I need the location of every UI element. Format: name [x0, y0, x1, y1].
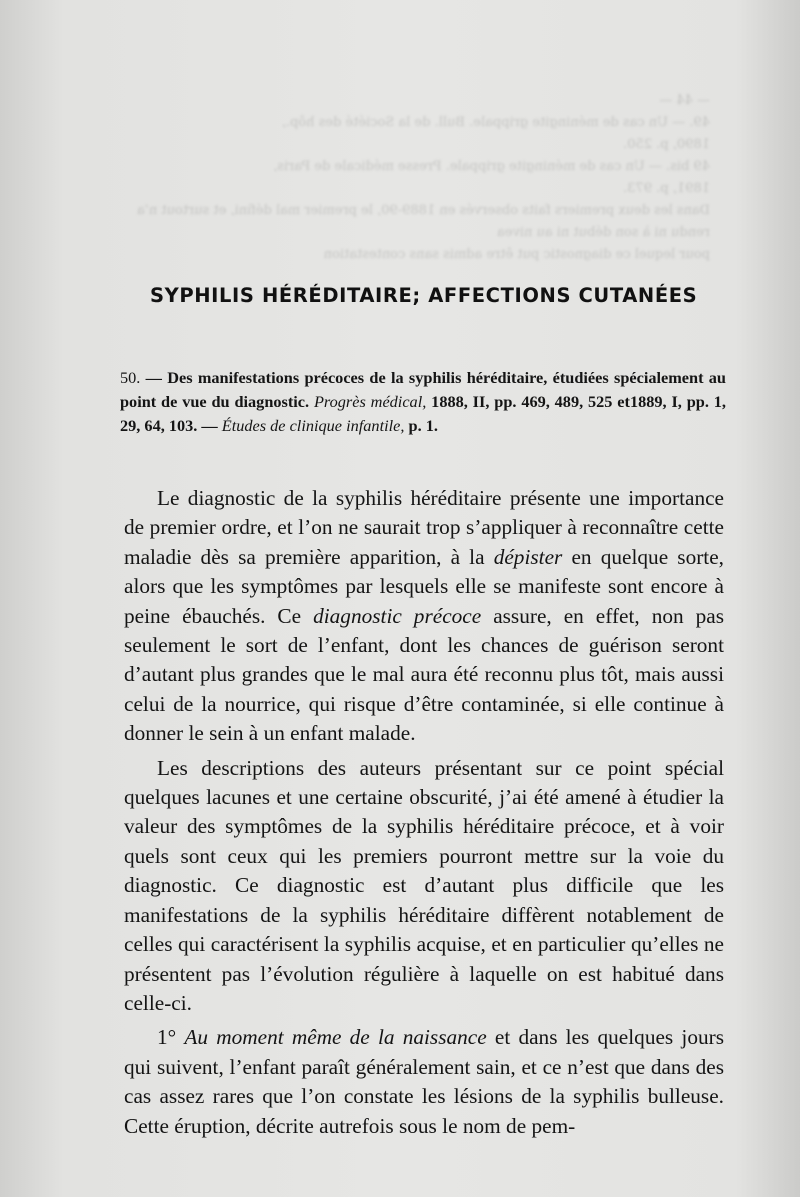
section-heading: SYPHILIS HÉRÉDITAIRE; AFFECTIONS CUTANÉES — [150, 284, 698, 307]
bleed-line: 49. — Un cas de méningite grippale. Bull. de la Société des hôp., — [281, 115, 710, 130]
bleed-line: 1890, p. 250. — [623, 137, 710, 152]
reference-dash: — — [145, 368, 162, 387]
p3-italic: Au moment même de la naissance — [184, 1025, 487, 1050]
p3-number: 1° — [157, 1025, 177, 1050]
paragraph-1 — [124, 484, 724, 749]
reference-number: 50. — [120, 368, 141, 387]
p1-italic-depister: dépister — [493, 544, 563, 569]
bleed-line: 49 bis. — Un cas de méningite grippale. Presse médicale de Paris, — [273, 159, 710, 174]
reference-page: p. 1. — [408, 416, 438, 435]
p1-text-e: assure, en effet, non pas seulement le sort de l’enfant, dont les chances de guérison seront d’autant plus grandes que le mal aura été reconnu plus tôt, mais aussi celui de la nourrice, qui risque d’être contaminée, si elle continue à donner le sein à un enfant malade. — [124, 603, 725, 746]
paragraph-3 — [124, 1023, 724, 1141]
bibliographic-reference — [120, 366, 726, 438]
bleed-line: Dans les deux premiers faits observés en 1889-90, le premier mal défini, et surtout n’a rendu ni à son début ni au nivea — [136, 203, 710, 240]
reference-book: Études de clinique infantile, — [221, 416, 405, 435]
p1-text-c: en quelque sorte, alors que les symptômes par lesquels elle se manifeste sont encore à peine ébauchés. Ce — [124, 544, 725, 628]
bleed-line: 1891, p. 973. — [623, 181, 710, 196]
bleed-line: — 44 — — [659, 93, 710, 108]
bleed-through-text — [110, 90, 710, 360]
p3-text: et dans les quelques jours qui suivent, l’enfant paraît généralement sain, et ce n’est que dans des cas assez rares que l’on constate les lésions de la syphilis bulleuse. Cette éruption, décrite autrefois sous le nom de pem- — [124, 1025, 724, 1138]
paragraph-2: Les descriptions des auteurs présentant sur ce point spécial quelques lacunes et une certaine obscurité, j’ai été amené à étudier la valeur des symptômes de la syphilis héréditaire précoce, et à voir quels sont ceux qui les premiers pourront mettre sur la voie du diagnostic. Ce diagnostic est d’autant plus difficile que les manifestations de la syphilis héréditaire diffèrent notablement de celles qui caractérisent la syphilis acquise, et en particulier qu’elles ne présentent pas l’évolution régulière à laquelle on est habitué dans celle-ci. — [124, 755, 724, 1015]
p1-italic-diagnostic: diagnostic précoce — [313, 603, 482, 628]
reference-title: Des manifestations précoces de la syphilis héréditaire, étudiées spécialement au point de vue du diagnostic. — [120, 368, 726, 411]
reference-citation: 1888, II, pp. 469, 489, 525 et1889, I, pp. 1, 29, 64, 103. — — [120, 392, 726, 435]
body-text — [124, 484, 724, 1146]
p1-text-a: Le diagnostic de la syphilis héréditaire présente une importance de premier ordre, et l’on ne saurait trop s’appliquer à reconnaître cette maladie dès sa première apparition, à la — [124, 486, 724, 569]
reference-journal: Progrès médical, — [313, 392, 427, 411]
bleed-line: pour lequel ce diagnostic put être admis sans contestation — [323, 247, 710, 262]
